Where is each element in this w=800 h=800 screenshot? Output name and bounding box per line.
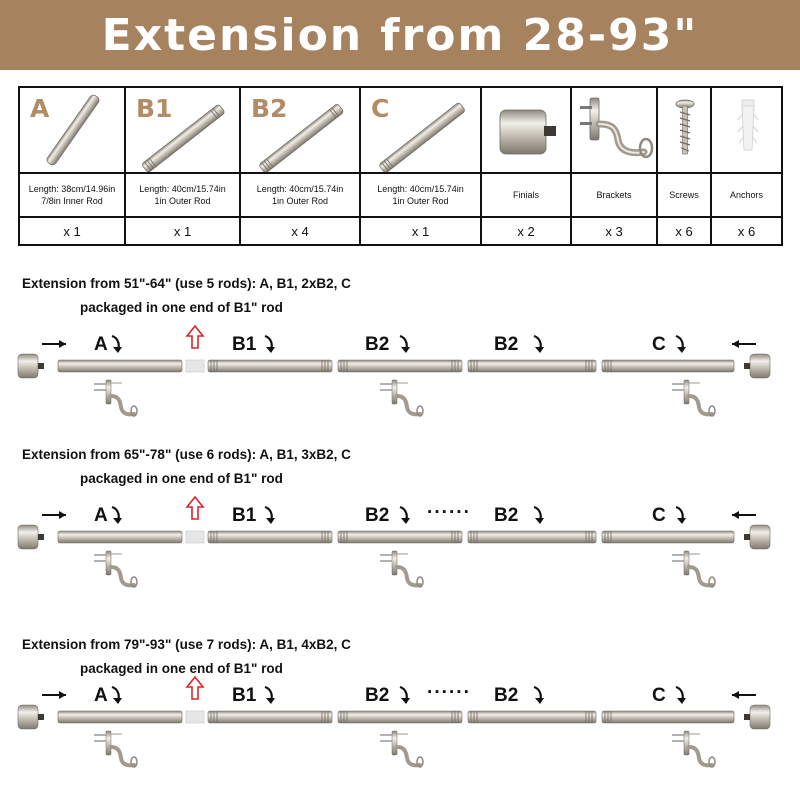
bracket-icon (380, 380, 423, 416)
rod-label-c: C (652, 334, 666, 355)
part-cell-b2 (240, 87, 360, 173)
rod-label-b2: B2 (365, 334, 390, 355)
continuation-dots: ······ (427, 502, 471, 523)
part-description: Length: 38cm/14.96in 7/8in Inner Rod (19, 173, 125, 217)
push-arrow-left-icon (732, 691, 756, 699)
bracket-icon (94, 551, 137, 587)
rod-label-b1: B1 (232, 505, 257, 526)
part-description: Finials (481, 173, 571, 217)
rod-b2 (338, 711, 462, 723)
curved-arrow-icon (676, 687, 686, 704)
rod-label-c: C (652, 505, 666, 526)
part-cell-c (360, 87, 481, 173)
part-description: Length: 40cm/15.74in 1in Outer Rod (125, 173, 240, 217)
inner-rod-icon (20, 88, 126, 172)
part-cell-a (19, 87, 125, 173)
rod-b1 (208, 360, 332, 372)
assembly-section-6-rods (0, 447, 800, 607)
curved-arrow-icon (112, 687, 122, 704)
part-cell-brackets (571, 87, 657, 173)
rod-b1 (208, 531, 332, 543)
part-description: Anchors (711, 173, 782, 217)
title-banner (0, 0, 800, 70)
section-subtitle: packaged in one end of B1" rod (80, 661, 283, 676)
push-arrow-left-icon (732, 511, 756, 519)
connector-sleeve (186, 531, 204, 543)
part-description: Brackets (571, 173, 657, 217)
page-title: Extension from 28-93" (101, 9, 699, 61)
rod-b2 (468, 531, 596, 543)
rod-c (602, 360, 734, 372)
bracket-icon (94, 731, 137, 767)
connector-sleeve (186, 360, 204, 372)
rod-label-b2: B2 (494, 334, 519, 355)
assembly-section-5-rods (0, 276, 800, 436)
curved-arrow-icon (400, 336, 410, 353)
section-subtitle: packaged in one end of B1" rod (80, 300, 283, 315)
part-quantity: x 1 (125, 217, 240, 245)
rod-a (58, 360, 182, 372)
continuation-dots: ······ (427, 682, 471, 703)
screw-icon (658, 88, 712, 172)
finial-icon (482, 88, 572, 172)
curved-arrow-icon (676, 507, 686, 524)
outer-rod-icon (126, 88, 241, 172)
finial-icon (18, 705, 44, 729)
curved-arrow-icon (265, 336, 275, 353)
part-letter: C (371, 94, 390, 123)
finial-icon (744, 525, 770, 549)
curved-arrow-icon (400, 687, 410, 704)
part-description: Screws (657, 173, 711, 217)
push-arrow-right-icon (42, 340, 66, 348)
rod-b2 (468, 711, 596, 723)
rod-b2 (468, 360, 596, 372)
part-cell-b1 (125, 87, 240, 173)
rod-a (58, 531, 182, 543)
part-cell-anchors (711, 87, 782, 173)
part-quantity: x 2 (481, 217, 571, 245)
curved-arrow-icon (112, 336, 122, 353)
rod-label-c: C (652, 685, 666, 706)
part-letter: B1 (136, 94, 173, 123)
curved-arrow-icon (676, 336, 686, 353)
rod-b2 (338, 531, 462, 543)
section-title: Extension from 51"-64" (use 5 rods): A, B1, 2xB2, C (22, 276, 351, 291)
rod-label-b2: B2 (365, 505, 390, 526)
section-title: Extension from 79"-93" (use 7 rods): A, B1, 4xB2, C (22, 637, 351, 652)
rod-label-a: A (94, 334, 108, 355)
rod-c (602, 531, 734, 543)
part-cell-finials (481, 87, 571, 173)
bracket-icon (380, 731, 423, 767)
assembly-section-7-rods (0, 637, 800, 797)
up-arrow-icon (187, 497, 203, 519)
rod-c (602, 711, 734, 723)
finial-icon (744, 354, 770, 378)
assembly-diagram (0, 447, 800, 607)
part-quantity: x 6 (711, 217, 782, 245)
curved-arrow-icon (265, 687, 275, 704)
parts-quantity-row (19, 217, 782, 245)
parts-image-row (19, 87, 782, 173)
curved-arrow-icon (534, 687, 544, 704)
part-cell-screws (657, 87, 711, 173)
part-description: Length: 40cm/15.74in 1in Outer Rod (360, 173, 481, 217)
bracket-icon (380, 551, 423, 587)
finial-icon (18, 525, 44, 549)
outer-rod-icon (241, 88, 361, 172)
rod-label-b1: B1 (232, 334, 257, 355)
curved-arrow-icon (265, 507, 275, 524)
curved-arrow-icon (534, 336, 544, 353)
section-title: Extension from 65"-78" (use 6 rods): A, B1, 3xB2, C (22, 447, 351, 462)
curved-arrow-icon (400, 507, 410, 524)
rod-label-a: A (94, 685, 108, 706)
part-quantity: x 1 (360, 217, 481, 245)
parts-description-row (19, 173, 782, 217)
rod-a (58, 711, 182, 723)
rod-label-b2: B2 (494, 685, 519, 706)
up-arrow-icon (187, 677, 203, 699)
bracket-icon (572, 88, 658, 172)
outer-rod-icon (361, 88, 482, 172)
part-quantity: x 1 (19, 217, 125, 245)
up-arrow-icon (187, 326, 203, 348)
push-arrow-right-icon (42, 691, 66, 699)
part-letter: B2 (251, 94, 288, 123)
curved-arrow-icon (534, 507, 544, 524)
part-quantity: x 6 (657, 217, 711, 245)
finial-icon (18, 354, 44, 378)
assembly-diagram (0, 637, 800, 797)
bracket-icon (672, 551, 715, 587)
rod-b1 (208, 711, 332, 723)
push-arrow-right-icon (42, 511, 66, 519)
parts-table (18, 86, 783, 246)
part-letter: A (30, 94, 50, 123)
rod-label-b2: B2 (365, 685, 390, 706)
bracket-icon (672, 380, 715, 416)
push-arrow-left-icon (732, 340, 756, 348)
curved-arrow-icon (112, 507, 122, 524)
bracket-icon (672, 731, 715, 767)
rod-label-a: A (94, 505, 108, 526)
rod-b2 (338, 360, 462, 372)
anchor-icon (712, 88, 783, 172)
bracket-icon (94, 380, 137, 416)
finial-icon (744, 705, 770, 729)
section-subtitle: packaged in one end of B1" rod (80, 471, 283, 486)
assembly-diagram (0, 276, 800, 436)
rod-label-b2: B2 (494, 505, 519, 526)
rod-label-b1: B1 (232, 685, 257, 706)
part-description: Length: 40cm/15.74in 1in Outer Rod (240, 173, 360, 217)
part-quantity: x 3 (571, 217, 657, 245)
connector-sleeve (186, 711, 204, 723)
part-quantity: x 4 (240, 217, 360, 245)
